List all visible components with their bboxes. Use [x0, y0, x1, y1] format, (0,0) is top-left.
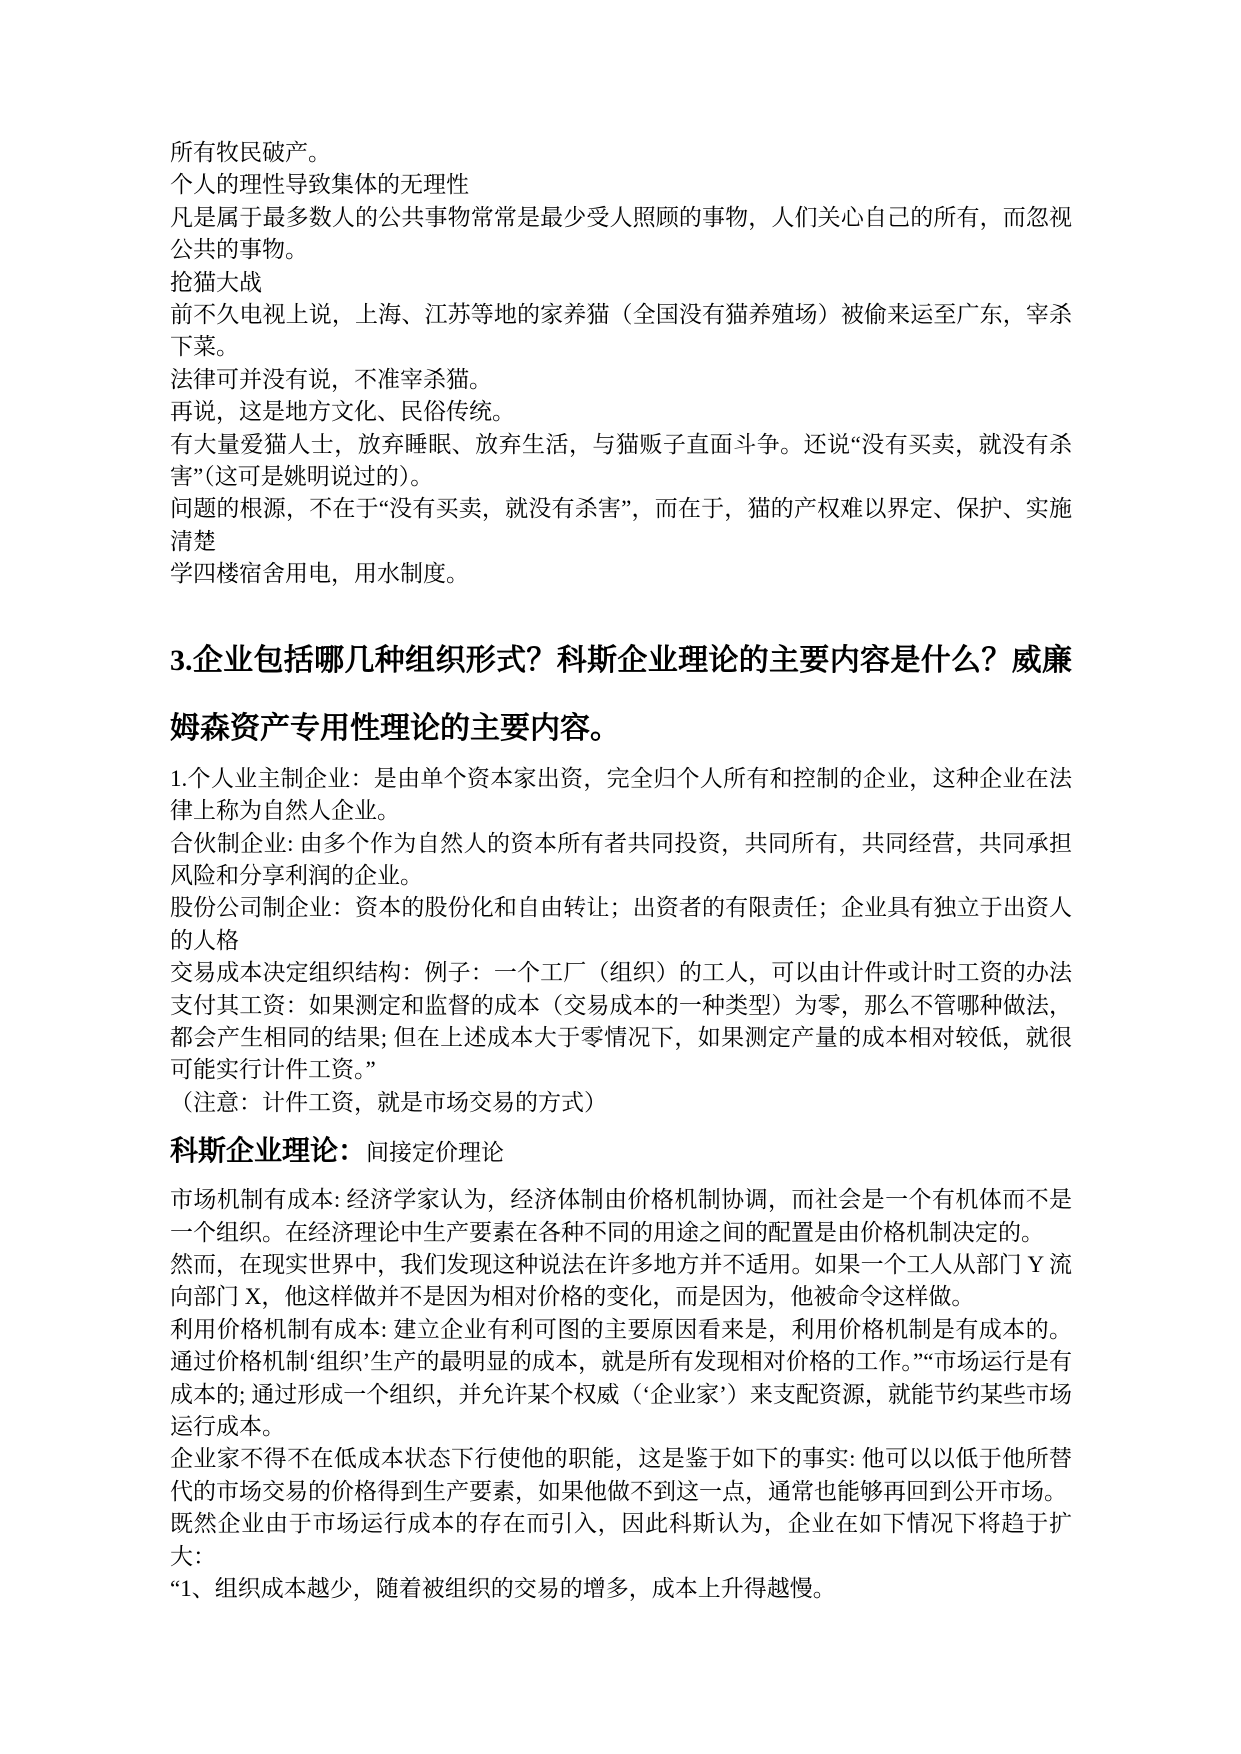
coase-paragraph: 企业家不得不在低成本状态下行使他的职能，这是鉴于如下的事实: 他可以以低于他所替代的市场交易的价格得到生产要素，如果他做不到这一点，通常也能够再回到公开市场。 [170, 1446, 1072, 1504]
intro-paragraph: 凡是属于最多数人的公共事物常常是最少受人照顾的事物，人们关心自己的所有，而忽视公共的事物。 [170, 204, 1072, 263]
intro-paragraph: 再说，这是地方文化、民俗传统。 [170, 399, 515, 425]
intro-paragraph: 前不久电视上说，上海、江苏等地的家养猫（全国没有猫养殖场）被偷来运至广东，宰杀下菜。 [170, 302, 1072, 360]
coase-paragraph: 利用价格机制有成本: 建立企业有利可图的主要原因看来是，利用价格机制是有成本的。通过价格机制‘组织’生产的最明显的成本，就是所有发现相对价格的工作。”“市场运行是有成本的; 通过形成一个组织，并允许某个权威（‘企业家’）来支配资源，就能节约某些市场运行成本。 [170, 1316, 1072, 1439]
intro-paragraph: 问题的根源，不在于“没有买卖，就没有杀害”，而在于，猫的产权难以界定、保护、实施清楚 [170, 496, 1072, 554]
coase-subheading-title: 科斯企业理论： [170, 1136, 367, 1168]
coase-subheading [170, 1132, 1072, 1173]
document-content [170, 137, 1072, 1605]
coase-subheading-subtitle: 间接定价理论 [366, 1140, 505, 1166]
intro-paragraph: 法律可并没有说，不准宰杀猫。 [170, 366, 492, 392]
enterprise-paragraph: （注意：计件工资，就是市场交易的方式） [170, 1089, 607, 1115]
section-heading: 3.企业包括哪几种组织形式？科斯企业理论的主要内容是什么？威廉姆森资产专用性理论的主要内容。 [170, 643, 1072, 745]
intro-paragraph: 有大量爱猫人士，放弃睡眠、放弃生活，与猫贩子直面斗争。还说“没有买卖，就没有杀害”（这可是姚明说过的）。 [170, 431, 1072, 490]
coase-paragraph: 既然企业由于市场运行成本的存在而引入，因此科斯认为，企业在如下情况下将趋于扩大： [170, 1511, 1072, 1569]
intro-paragraph: 个人的理性导致集体的无理性 [170, 172, 469, 198]
enterprise-paragraph: 股份公司制企业：资本的股份化和自由转让；出资者的有限责任；企业具有独立于出资人的人格 [170, 895, 1072, 953]
intro-paragraph: 学四楼宿舍用电，用水制度。 [170, 561, 469, 587]
intro-paragraph: 抢猫大战 [170, 269, 262, 295]
enterprise-paragraph: 交易成本决定组织结构：例子：一个工厂（组织）的工人，可以由计件或计时工资的办法支付其工资：如果测定和监督的成本（交易成本的一种类型）为零，那么不管哪种做法，都会产生相同的结果; 但在上述成本大于零情况下，如果测定产量的成本相对较低，就很可能实行计件工资。” [170, 960, 1072, 1083]
intro-paragraph: 所有牧民破产。 [170, 140, 331, 165]
enterprise-paragraph: 1.个人业主制企业：是由单个资本家出资，完全归个人所有和控制的企业，这种企业在法律上称为自然人企业。 [170, 765, 1072, 824]
coase-paragraph: 市场机制有成本: 经济学家认为，经济体制由价格机制协调，而社会是一个有机体而不是一个组织。在经济理论中生产要素在各种不同的用途之间的配置是由价格机制决定的。 [170, 1187, 1072, 1245]
coase-paragraph: 然而，在现实世界中，我们发现这种说法在许多地方并不适用。如果一个工人从部门 Y 流向部门 X，他这样做并不是因为相对价格的变化，而是因为，他被命令这样做。 [170, 1251, 1072, 1310]
coase-paragraph: “1、组织成本越少，随着被组织的交易的增多，成本上升得越慢。 [170, 1576, 836, 1602]
enterprise-paragraph: 合伙制企业: 由多个作为自然人的资本所有者共同投资，共同所有，共同经营，共同承担风险和分享利润的企业。 [170, 830, 1072, 888]
